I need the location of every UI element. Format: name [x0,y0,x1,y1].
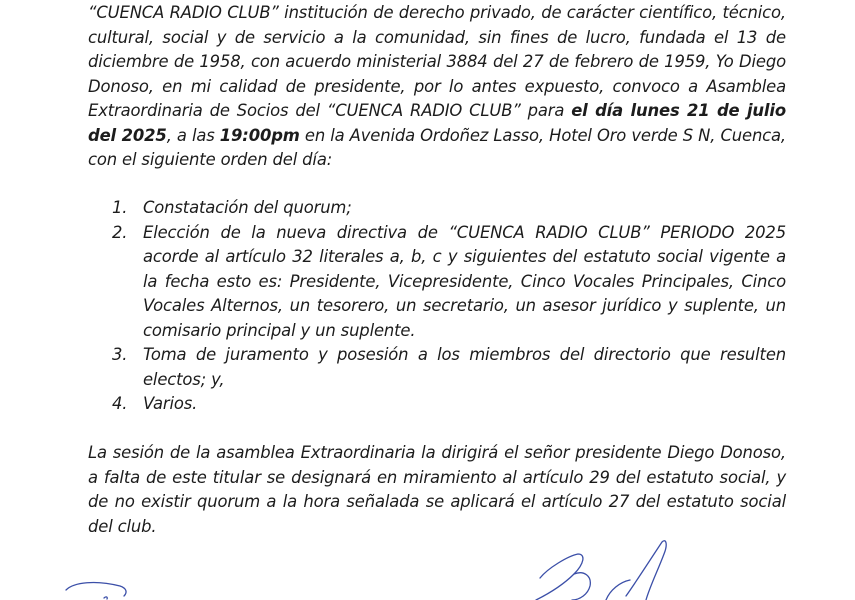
agenda-item-text: Constatación del quorum; [143,198,352,217]
signature-stroke-left [66,583,126,596]
meeting-time: 19:00pm [219,125,300,145]
signature-stroke-middle-2 [572,573,590,600]
agenda-item-text: Elección de la nueva directiva de “CUENCA RADIO CLUB” PERIODO 2025 acorde al artículo 32 literales a, b, c y siguientes del estatuto social vigente a la fecha esto es: Presidente, Vicepresidente, Cinco Vocales Principales, Cinco Vocales Alternos, un tesorero, un secretario, un asesor jurídico y suplente, un comisario principal y un suplente. [143,222,786,340]
closing-paragraph: La sesión de la asamblea Extraordinaria la dirigirá el señor presidente Diego Donoso, a falta de este titular se designará en miramiento al artículo 29 del estatuto social, y de no existir quorum a la hora señalada se aplicará el artículo 27 del estatuto social del club. [88,443,786,536]
agenda-item [112,196,786,221]
meeting-date: el día lunes 21 de julio del 2025 [88,101,786,145]
signature-stroke-right-2 [606,580,630,600]
agenda-item-number: 3. [112,345,128,364]
agenda-item-text: Varios. [143,394,198,413]
signature-stroke-right [626,541,666,600]
agenda-item-number: 2. [112,222,128,242]
intro-text-2: , a las [166,125,220,145]
agenda-item [112,392,786,417]
signature-stroke-left-dot [104,597,107,599]
intro-text-3: en la Avenida Ordoñez Lasso, Hotel Oro verde S N, Cuenca, con el siguiente orden del día: [88,125,786,169]
agenda-item-number: 1. [112,198,128,217]
signature-stroke-middle [536,554,583,600]
agenda-item-text: Toma de juramento y posesión a los miembros del directorio que resulten electos; y, [143,345,786,389]
intro-text-1: “CUENCA RADIO CLUB” institución de derecho privado, de carácter científico, técnico, cultural, social y de servicio a la comunidad, sin fines de lucro, fundada el 13 de diciembre de 1958, con acuerdo ministerial 3884 del 27 de febrero de 1959, Yo Diego Donoso, en mi calidad de presidente, por lo antes expuesto, convoco a Asamblea Extraordinaria de Socios del “CUENCA RADIO CLUB” para [88,3,786,120]
agenda-list [112,196,786,417]
handwritten-signature [0,530,855,600]
agenda-item [112,343,786,392]
agenda-item [112,221,786,344]
agenda-item-number: 4. [112,394,128,413]
convocation-paragraph [88,1,786,173]
